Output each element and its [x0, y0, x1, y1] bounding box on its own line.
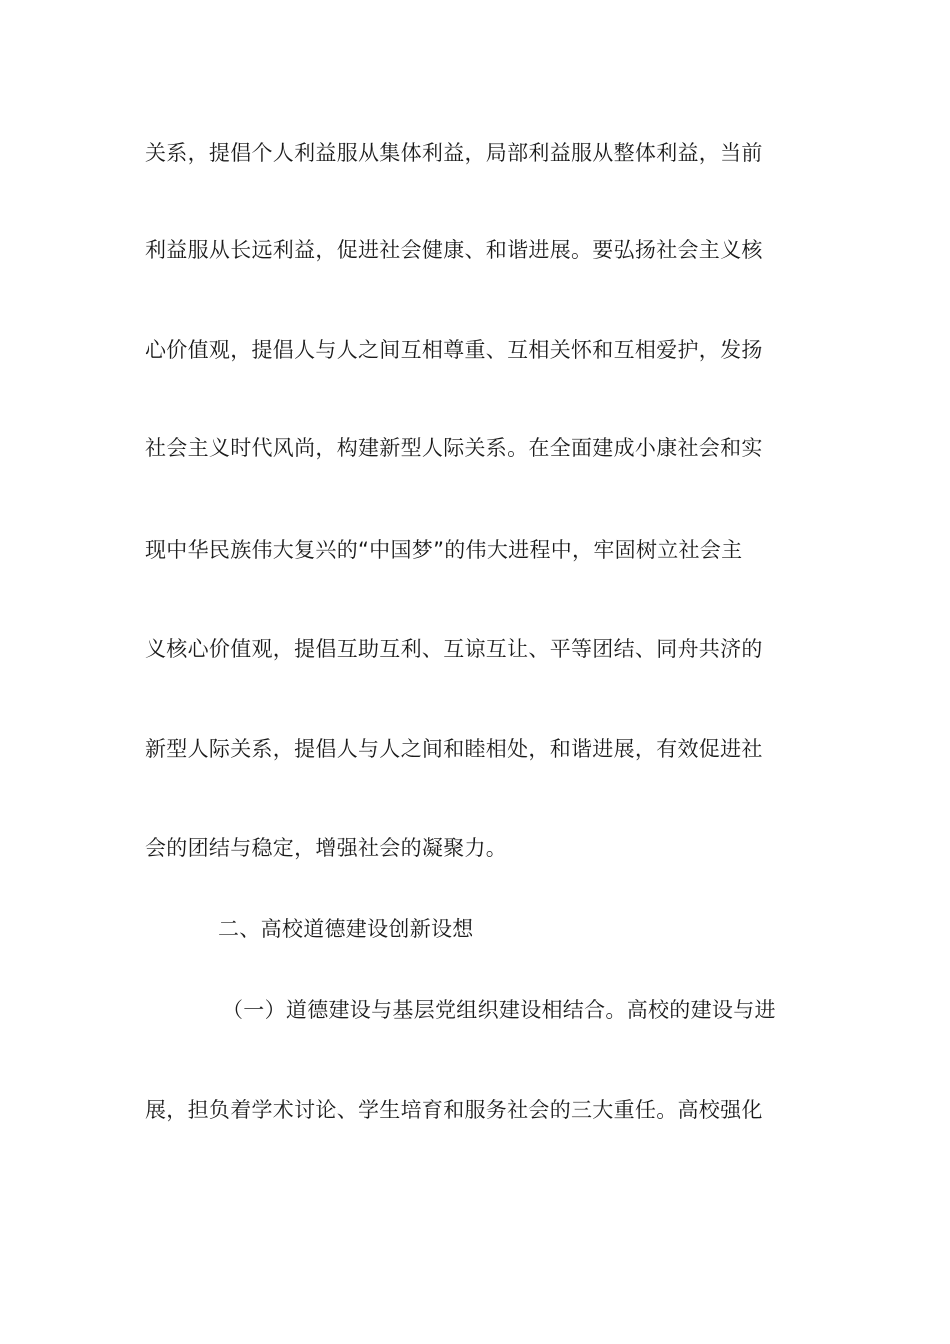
paragraph-line: 义核心价值观，提倡互助互利、互谅互让、平等团结、同舟共济的: [145, 637, 763, 661]
paragraph-line: 新型人际关系，提倡人与人之间和睦相处，和谐进展，有效促进社: [145, 737, 763, 761]
paragraph-line: 关系，提倡个人利益服从集体利益，局部利益服从整体利益，当前: [145, 141, 763, 165]
paragraph-line: 利益服从长远利益，促进社会健康、和谐进展。要弘扬社会主义核: [145, 238, 763, 262]
paragraph-line: 展，担负着学术讨论、学生培育和服务社会的三大重任。高校强化: [145, 1098, 763, 1122]
paragraph-line: 心价值观，提倡人与人之间互相尊重、互相关怀和互相爱护，发扬: [145, 338, 763, 362]
subsection-heading: （一）道德建设与基层党组织建设相结合。高校的建设与进: [222, 998, 776, 1022]
paragraph-line: 社会主义时代风尚，构建新型人际关系。在全面建成小康社会和实: [145, 436, 763, 460]
paragraph-line: 会的团结与稳定，增强社会的凝聚力。: [145, 836, 508, 860]
section-heading: 二、高校道德建设创新设想: [218, 917, 474, 941]
paragraph-line: 现中华民族伟大复兴的“中国梦”的伟大进程中，牢固树立社会主: [145, 538, 743, 562]
